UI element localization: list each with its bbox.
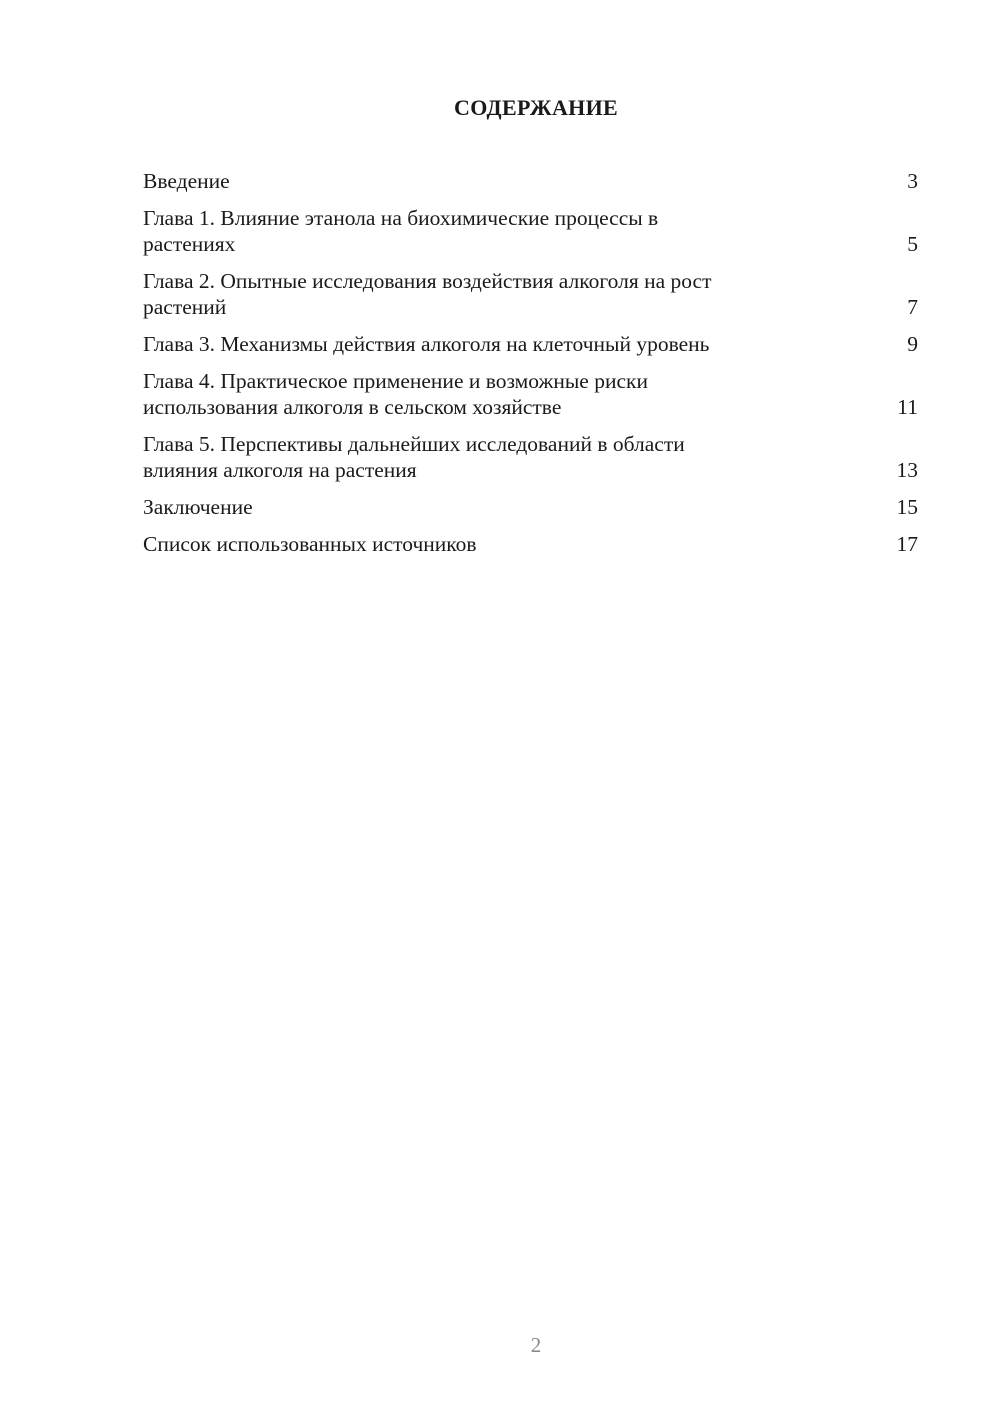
toc-entry-references[interactable] <box>143 531 918 557</box>
toc-entry-page: 3 <box>907 169 918 193</box>
toc-entry-chapter-5[interactable] <box>143 431 918 483</box>
toc-entry-page: 13 <box>896 458 918 482</box>
toc-entry-introduction[interactable] <box>143 168 918 194</box>
toc-entry-title-line: Глава 3. Механизмы действия алкоголя на клеточный уровень <box>143 332 710 356</box>
toc-entry-title <box>143 268 907 320</box>
toc-entry-page: 5 <box>907 232 918 256</box>
toc-entry-page: 9 <box>907 332 918 356</box>
toc-entry-page: 11 <box>897 395 918 419</box>
toc-entry-title-line: влияния алкоголя на растения <box>143 458 417 482</box>
toc-entry-page: 7 <box>907 295 918 319</box>
toc-entry-title <box>143 205 907 257</box>
page-title: СОДЕРЖАНИЕ <box>454 95 618 120</box>
toc-entry-title-line: растениях <box>143 232 236 256</box>
toc-entry-page: 15 <box>896 495 918 519</box>
toc-entry-conclusion[interactable] <box>143 494 918 520</box>
toc-entry-chapter-1[interactable] <box>143 205 918 257</box>
toc-entry-chapter-3[interactable] <box>143 331 918 357</box>
toc-entry-title-line: Глава 1. Влияние этанола на биохимические процессы в <box>143 206 659 230</box>
toc-entry-title-line: Глава 4. Практическое применение и возможные риски <box>143 369 648 393</box>
toc-entry-title-line: Глава 5. Перспективы дальнейших исследований в области <box>143 432 685 456</box>
toc-entry-title <box>143 168 907 194</box>
toc-entry-title-line: Введение <box>143 169 230 193</box>
toc-entry-title-line: растений <box>143 295 227 319</box>
table-of-contents <box>143 168 918 568</box>
page-number: 2 <box>530 1333 542 1357</box>
toc-entry-title <box>143 368 897 420</box>
toc-entry-title-line: Глава 2. Опытные исследования воздействия алкоголя на рост <box>143 269 712 293</box>
toc-entry-title-line: Список использованных источников <box>143 532 477 556</box>
toc-entry-title-line: использования алкоголя в сельском хозяйстве <box>143 395 562 419</box>
toc-entry-title <box>143 431 897 483</box>
toc-entry-title <box>143 531 897 557</box>
toc-entry-title-line: Заключение <box>143 495 253 519</box>
toc-entry-title <box>143 494 897 520</box>
toc-entry-title <box>143 331 907 357</box>
toc-entry-chapter-2[interactable] <box>143 268 918 320</box>
toc-entry-chapter-4[interactable] <box>143 368 918 420</box>
toc-entry-page: 17 <box>896 532 918 556</box>
